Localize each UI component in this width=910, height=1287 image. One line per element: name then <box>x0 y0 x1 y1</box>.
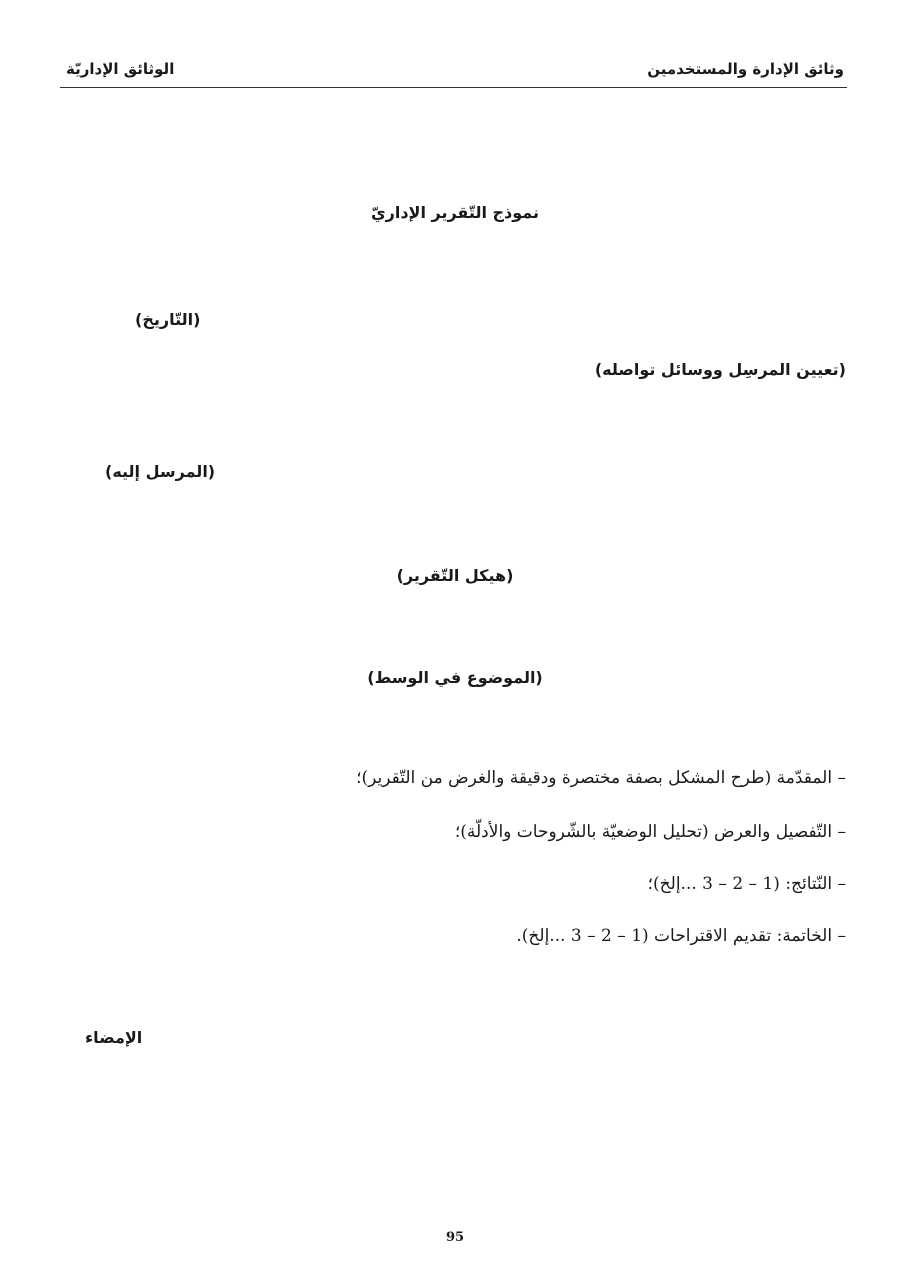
recipient-placeholder: (المرسل إليه) <box>105 462 216 481</box>
report-structure-heading: (هيكل التّقرير) <box>396 566 514 585</box>
running-header-left: الوثائق الإداريّة <box>66 60 175 78</box>
signature-label: الإمضاء <box>85 1028 143 1047</box>
date-placeholder: (التّاريخ) <box>135 310 201 329</box>
running-header-right: وثائق الإدارة والمستخدمين <box>647 60 844 78</box>
subject-placeholder: (الموضوع في الوسط) <box>367 668 543 687</box>
list-item: – التّفصيل والعرض (تحليل الوضعيّة بالشّروحات والأدلّة)؛ <box>454 822 846 842</box>
list-item: – المقدّمة (طرح المشكل بصفة مختصرة ودقيقة والغرض من التّقرير)؛ <box>356 768 846 788</box>
sender-placeholder: (تعيين المرسِل ووسائل تواصله) <box>594 360 846 379</box>
list-item: – النّتائج: (1 – 2 – 3 ...إلخ)؛ <box>647 874 846 894</box>
page-number: 95 <box>445 1230 465 1245</box>
document-title: نموذج التّقرير الإداريّ <box>370 203 540 222</box>
list-item: – الخاتمة: تقديم الاقتراحات (1 – 2 – 3 ...إلخ). <box>516 926 846 946</box>
header-divider <box>60 87 847 88</box>
